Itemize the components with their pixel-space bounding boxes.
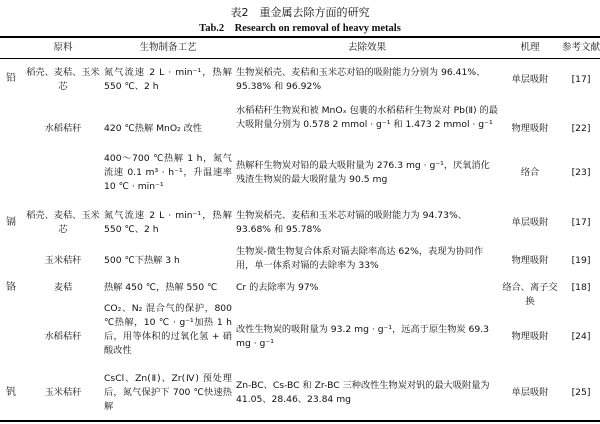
- row-1-material: 水稻秸秆: [44, 123, 82, 134]
- table-caption-cn: 表2 重金属去除方面的研究: [230, 6, 370, 19]
- row-4-reference: [19]: [571, 255, 591, 266]
- header-mechanism: 机理: [520, 42, 540, 53]
- row-1-effect: 水稻秸秆生物炭和被 MnOₓ 包裹的水稻秸秆生物炭对 Pb(Ⅱ) 的最大吸附量分别为 0.578 2 mmol · g⁻¹ 和 1.473 2 mmol · g⁻¹: [236, 105, 498, 130]
- row-7-reference: [25]: [571, 387, 591, 398]
- row-0-material: 稻壳、麦秸、玉米芯: [26, 67, 100, 92]
- row-0-process: 氮气流速 2 L · min⁻¹，热解 550 ℃、2 h: [104, 67, 232, 92]
- heavy-metal-table: [0, 36, 600, 422]
- table-caption-en: Tab.2 Research on removal of heavy metals: [199, 23, 401, 34]
- row-6-process: CO₂、N₂ 混合气的保护，800 ℃热解，10 ℃ · g⁻¹加热 1 h 后，用等体积的过氧化氢 + 硝酸改性: [104, 303, 232, 356]
- row-1-mechanism: 物理吸附: [511, 123, 549, 134]
- header-rule: [0, 58, 600, 59]
- metal-cadmium: 镉: [6, 217, 16, 228]
- row-5-reference: [18]: [571, 282, 591, 293]
- row-5-effect: Cr 的去除率为 97%: [236, 282, 319, 293]
- row-1-reference: [22]: [571, 123, 591, 134]
- row-4-mechanism: 物理吸附: [511, 255, 549, 266]
- header-process: 生物制备工艺: [139, 42, 197, 53]
- row-7-effect: Zn-BC、Cs-BC 和 Zr-BC 三种改性生物炭对钒的最大吸附量为 41.05、28.46、23.84 mg: [236, 380, 490, 405]
- row-4-effect: 生物炭-微生物复合体系对镉去除率高达 62%，表现为协同作用，单一体系对镉的去除率为 33%: [236, 246, 484, 271]
- bottom-rule: [0, 420, 600, 422]
- row-6-effect: 改性生物炭的吸附量为 93.2 mg · g⁻¹，远高于原生物炭 69.3 mg · g⁻¹: [236, 324, 489, 349]
- row-2-reference: [23]: [571, 167, 591, 178]
- row-6-reference: [24]: [571, 331, 591, 342]
- header-effect: 去除效果: [347, 42, 386, 53]
- row-3-effect: 生物炭稻壳、麦秸和玉米芯对镉的吸附能力为 94.73%、93.68% 和 95.78%: [236, 210, 467, 235]
- row-2-process: 400～700 ℃热解 1 h，氮气流速 0.1 m³ · h⁻¹，升温速率10 ℃ · min⁻¹: [104, 153, 232, 192]
- metal-chromium: 铬: [6, 282, 16, 293]
- header-reference: 参考文献: [562, 42, 600, 53]
- row-5-mechanism: 络合、离子交换: [502, 282, 558, 307]
- row-3-material: 稻壳、麦秸、玉米芯: [26, 210, 100, 235]
- row-5-process: 热解 450 ℃，热解 550 ℃: [104, 282, 218, 293]
- header-material: 原料: [53, 42, 73, 53]
- row-4-process: 500 ℃下热解 3 h: [104, 255, 180, 266]
- row-2-effect: 热解秆生物炭对铅的最大吸附量为 276.3 mg · g⁻¹，厌氧消化残渣生物炭的最大吸附量为 90.5 mg: [236, 160, 490, 185]
- row-5-material: 麦秸: [53, 282, 73, 293]
- row-0-effect: 生物炭稻壳、麦秸和玉米芯对铅的吸附能力分别为 96.41%、95.38% 和 96.92%: [236, 67, 486, 92]
- row-7-process: CsCl、Zn(Ⅱ)、Zr(Ⅳ) 预处理后，氮气保护下 700 ℃快速热解: [104, 373, 232, 412]
- row-4-material: 玉米秸秆: [44, 255, 82, 266]
- row-2-mechanism: 络合: [520, 167, 540, 178]
- row-7-mechanism: 单层吸附: [511, 387, 549, 398]
- row-3-mechanism: 单层吸附: [511, 217, 549, 228]
- row-6-material: 水稻秸秆: [44, 331, 82, 342]
- row-3-process: 氮气流速 2 L · min⁻¹，热解 550 ℃、2 h: [104, 210, 232, 235]
- row-0-mechanism: 单层吸附: [511, 74, 549, 85]
- row-6-mechanism: 物理吸附: [511, 331, 549, 342]
- row-0-reference: [17]: [571, 74, 591, 85]
- metal-vanadium: 钒: [6, 387, 16, 398]
- top-rule: [0, 36, 600, 38]
- row-3-reference: [17]: [571, 217, 591, 228]
- row-7-material: 玉米秸秆: [44, 387, 82, 398]
- metal-lead: 铅: [6, 73, 16, 84]
- row-1-process: 420 ℃热解 MnO₂ 改性: [104, 123, 203, 134]
